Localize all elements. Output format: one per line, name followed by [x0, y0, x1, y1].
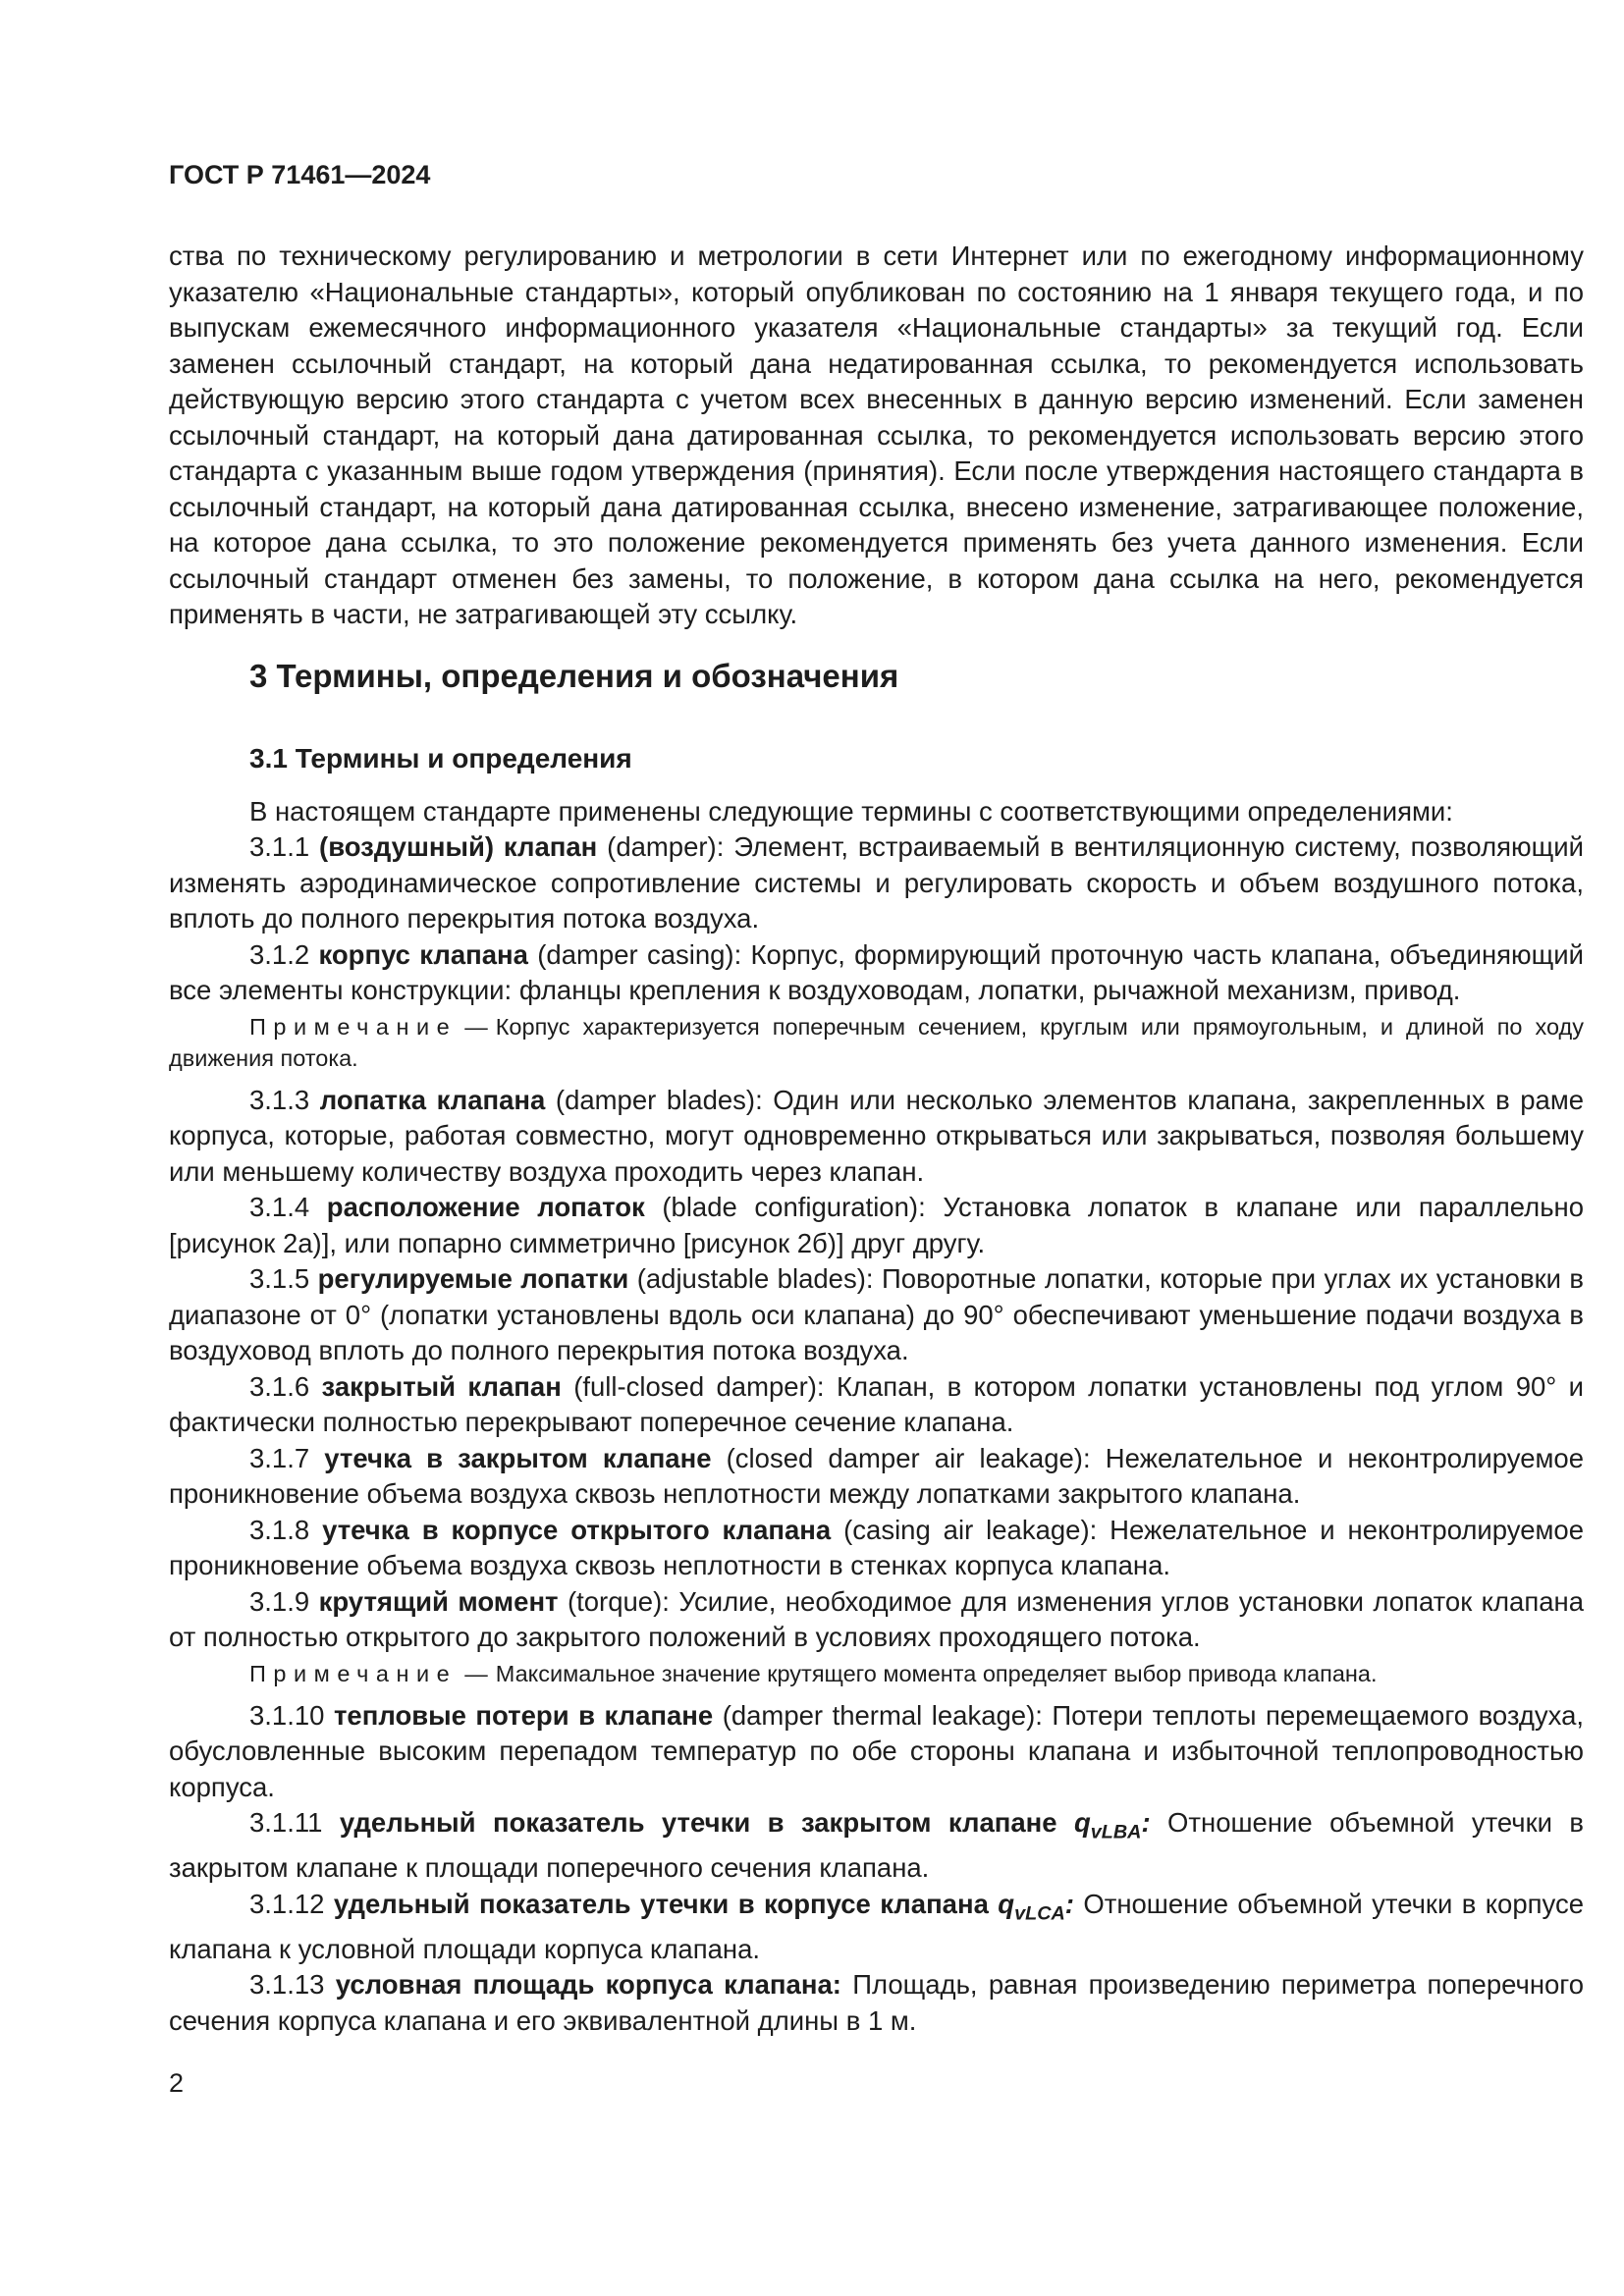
- term-number: 3.1.5: [249, 1263, 310, 1294]
- term-number: 3.1.3: [249, 1084, 310, 1115]
- term-definition: Нежелательное и неконтролируемое проникновение объема воздуха сквозь неплотности в стенках корпуса клапана.: [169, 1514, 1585, 1580]
- term-name: условная площадь корпуса клапана: [335, 1969, 833, 2000]
- term-item: [169, 1887, 1584, 1968]
- term-name: расположение лопаток: [326, 1192, 645, 1222]
- note-dash: —: [464, 1660, 488, 1686]
- term-name: (воздушный) клапан: [319, 831, 598, 862]
- term-item: 3.1.10 тепловые потери в клапане (damper thermal leakage): Потери теплоты перемещаемого воздуха, обусловленные высоким перепадом температур по обе стороны клапана и избыточной теплопроводностью корпуса.: [169, 1699, 1585, 1802]
- lead-paragraph: В настоящем стандарте применены следующие термины с соответствующими определениями:: [249, 795, 1453, 827]
- term-item: 3.1.5 регулируемые лопатки (adjustable blades): Поворотные лопатки, которые при углах их установки в диапазоне от 0° (лопатки установлены вдоль оси клапана) до 90° обеспечивают уменьшение подачи воздуха в воздуховод вплоть до полного перекрытия потока воздуха.: [169, 1263, 1585, 1365]
- term-definition: Отношение объемной утечки в закрытом клапане к площади поперечного сечения клапана.: [169, 1807, 1584, 1883]
- term-item: 3.1.2 корпус клапана (damper casing): Корпус, формирующий проточную часть клапана, объединяющий все элементы конструкции: фланцы крепления к воздуховодам, лопатки, рычажной механизм, привод.: [169, 938, 1585, 1005]
- term-definition: Клапан, в котором лопатки установлены под углом 90° и фактически полностью перекрывают поперечное сечение клапана.: [169, 1370, 1585, 1437]
- term-item: 3.1.8 утечка в корпусе открытого клапана (casing air leakage): Нежелательное и неконтролируемое проникновение объема воздуха сквозь неплотности в стенках корпуса клапана.: [169, 1514, 1585, 1580]
- term-symbol: $q_{vLCA}$:: [998, 1888, 1074, 1924]
- term-number: 3.1.1: [249, 831, 310, 862]
- term-name: тепловые потери в клапане: [333, 1699, 714, 1731]
- term-number: 3.1.11: [249, 1807, 323, 1838]
- term-definition: Корпус, формирующий проточную часть клапана, объединяющий все элементы конструкции: фланцы крепления к воздуховодам, лопатки, рычажной механизм, привод.: [169, 938, 1585, 1005]
- term-item: 3.1.3 лопатка клапана (damper blades): Один или несколько элементов клапана, закрепленных в раме корпуса, которые, работая совместно, могут одновременно открываться или закрываться, позволяя большему или меньшему количеству воздуха проходить через клапан.: [169, 1084, 1585, 1187]
- term-item: [169, 1805, 1584, 1887]
- terms-list: [169, 829, 1584, 2039]
- term-name: утечка в закрытом клапане: [324, 1442, 712, 1473]
- term-number: 3.1.13: [249, 1969, 325, 2000]
- term-english: (damper): [607, 831, 717, 862]
- term-number: 3.1.12: [249, 1888, 325, 1919]
- terms-block: [169, 794, 1584, 2040]
- note-text: Корпус характеризуется поперечным сечением, круглым или прямоугольным, и длиной по ходу движения потока.: [169, 1013, 1584, 1071]
- intro-paragraph: ства по техническому регулированию и метрологии в сети Интернет или по ежегодному информационному указателю «Национальные стандарты», который опубликован по состоянию на 1 января текущего года, и по выпускам ежемесячного информационного указателя «Национальные стандарты» за текущий год. Если заменен ссылочный стандарт, на который дана недатированная ссылка, то рекомендуется использовать действующую версию этого стандарта с учетом всех внесенных в данную версию изменений. Если заменен ссылочный стандарт, на который дана датированная ссылка, то рекомендуется использовать версию этого стандарта с указанным выше годом утверждения (принятия). Если после утверждения настоящего стандарта в ссылочный стандарт, на который дана датированная ссылка, внесено изменение, затрагивающее положение, на которое дана ссылка, то это положение рекомендуется применять без учета данного изменения. Если ссылочный стандарт отменен без замены, то положение, в котором дана ссылка на него, рекомендуется применять в части, не затрагивающей эту ссылку.: [169, 240, 1584, 629]
- term-item: [169, 1967, 1584, 2039]
- term-number: 3.1.8: [249, 1514, 310, 1545]
- term-item: 3.1.4 расположение лопаток (blade configuration): Установка лопаток в клапане или параллельно [рисунок 2а)], или попарно симметрично [рисунок 2б)] друг другу.: [169, 1192, 1585, 1258]
- term-number: 3.1.6: [249, 1370, 310, 1402]
- term-name: корпус клапана: [318, 938, 528, 970]
- term-definition: Потери теплоты перемещаемого воздуха, обусловленные высоким перепадом температур по обе стороны клапана и избыточной теплопроводностью корпуса.: [169, 1699, 1585, 1802]
- section-title: 3 Термины, определения и обозначения: [249, 657, 899, 694]
- page-number: 2: [169, 2068, 185, 2098]
- subsection-title: 3.1 Термины и определения: [249, 742, 632, 774]
- term-english: (damper thermal leakage): [722, 1699, 1036, 1731]
- page-content: [169, 160, 1584, 2039]
- term-english: (damper blades): [555, 1084, 756, 1115]
- term-name: крутящий момент: [318, 1585, 559, 1617]
- note-label: Примечание: [249, 1013, 458, 1040]
- term-english: (torque): [567, 1585, 663, 1617]
- term-name: закрытый клапан: [321, 1370, 562, 1402]
- term-number: 3.1.9: [249, 1585, 310, 1617]
- term-number: 3.1.2: [249, 938, 310, 970]
- term-english: (casing air leakage): [843, 1514, 1090, 1545]
- term-name: лопатка клапана: [319, 1084, 546, 1115]
- term-colon: :: [832, 1969, 841, 2000]
- term-definition: Нежелательное и неконтролируемое проникновение объема воздуха сквозь неплотности между лопатками закрытого клапана.: [169, 1442, 1585, 1509]
- term-number: 3.1.10: [249, 1699, 325, 1731]
- term-name: удельный показатель утечки в корпусе клапана: [333, 1888, 989, 1919]
- term-definition: Отношение объемной утечки в корпусе клапана к условной площади корпуса клапана.: [169, 1888, 1585, 1964]
- note-dash: —: [464, 1013, 488, 1040]
- term-english: (closed damper air leakage): [726, 1442, 1083, 1473]
- note: [169, 1658, 1584, 1689]
- term-definition: Поворотные лопатки, которые при углах их установки в диапазоне от 0° (лопатки установлены вдоль оси клапана) до 90° обеспечивают уменьшение подачи воздуха в воздуховод вплоть до полного перекрытия потока воздуха.: [169, 1263, 1585, 1365]
- term-english: (full-closed damper): [573, 1370, 817, 1402]
- term-definition: Один или несколько элементов клапана, закрепленных в раме корпуса, которые, работая совместно, могут одновременно открываться или закрываться, позволяя большему или меньшему количеству воздуха проходить через клапан.: [169, 1084, 1585, 1187]
- note-text: Максимальное значение крутящего момента определяет выбор привода клапана.: [495, 1660, 1378, 1686]
- term-item: 3.1.1 (воздушный) клапан (damper): Элемент, встраиваемый в вентиляционную систему, позволяющий изменять аэродинамическое сопротивление системы и регулировать скорость и объем воздушного потока, вплоть до полного перекрытия потока воздуха.: [169, 831, 1585, 934]
- term-name: удельный показатель утечки в закрытом клапане: [339, 1807, 1057, 1838]
- term-english: (blade configuration): [662, 1192, 919, 1222]
- term-english: (damper casing): [537, 938, 734, 970]
- term-number: 3.1.7: [249, 1442, 310, 1473]
- note-label: Примечание: [249, 1660, 458, 1686]
- term-item: 3.1.9 крутящий момент (torque): Усилие, необходимое для изменения углов установки лопаток клапана от полностью открытого до закрытого положений в условиях проходящего потока.: [169, 1585, 1585, 1652]
- term-definition: Установка лопаток в клапане или параллельно [рисунок 2а)], или попарно симметрично [рисунок 2б)] друг другу.: [169, 1192, 1585, 1258]
- term-item: 3.1.6 закрытый клапан (full-closed damper): Клапан, в котором лопатки установлены под углом 90° и фактически полностью перекрывают поперечное сечение клапана.: [169, 1370, 1585, 1437]
- term-symbol: $q_{vLBA}$:: [1073, 1807, 1151, 1843]
- term-name: регулируемые лопатки: [317, 1263, 629, 1294]
- note: [169, 1011, 1584, 1074]
- term-item: 3.1.7 утечка в закрытом клапане (closed damper air leakage): Нежелательное и неконтролируемое проникновение объема воздуха сквозь неплотности между лопатками закрытого клапана.: [169, 1442, 1585, 1509]
- term-number: 3.1.4: [249, 1192, 310, 1222]
- doc-code: ГОСТ Р 71461—2024: [169, 160, 431, 189]
- term-definition: Площадь, равная произведению периметра поперечного сечения корпуса клапана и его эквивалентной длины в 1 м.: [169, 1969, 1585, 2036]
- term-name: утечка в корпусе открытого клапана: [322, 1514, 832, 1545]
- term-english: (adjustable blades): [636, 1263, 866, 1294]
- term-definition: Усилие, необходимое для изменения углов установки лопаток клапана от полностью открытого до закрытого положений в условиях проходящего потока.: [169, 1585, 1585, 1652]
- term-definition: Элемент, встраиваемый в вентиляционную систему, позволяющий изменять аэродинамическое сопротивление системы и регулировать скорость и объем воздушного потока, вплоть до полного перекрытия потока воздуха.: [169, 831, 1585, 934]
